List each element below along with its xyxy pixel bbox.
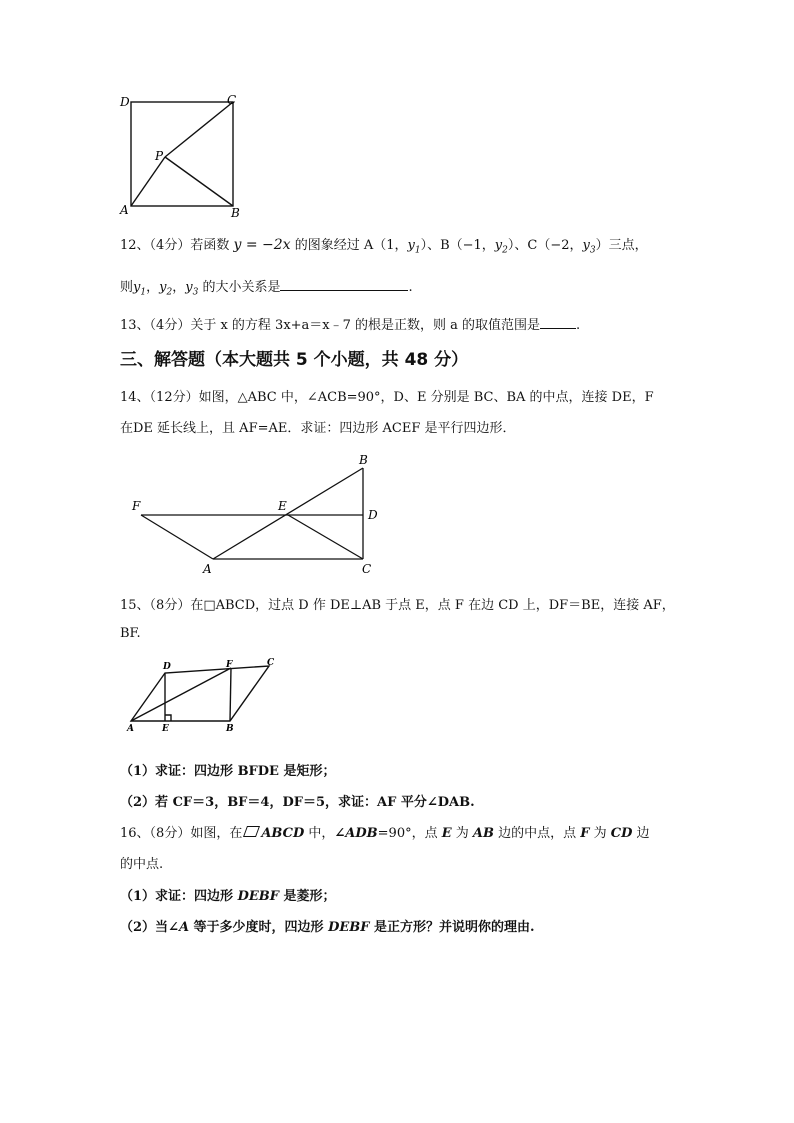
q12-sep2: ）、C（−2， — [507, 238, 583, 253]
q16-l: CD — [610, 826, 633, 841]
q16-s2d: DEBF — [328, 920, 370, 935]
q12-end: . — [408, 280, 413, 295]
question-14-line2: 在DE 延长线上，且 AF=AE．求证：四边形 ACEF 是平行四边形． — [120, 421, 516, 436]
label-e3: E — [162, 724, 169, 734]
q16-s2b: ∠A — [168, 920, 190, 935]
q13-end: . — [576, 318, 581, 333]
q12-prefix: 12、（4分）若函数 — [120, 238, 230, 253]
question-12-line2 — [120, 276, 413, 298]
q16-s1b: DEBF — [237, 889, 279, 904]
q13-text: 13、（4分）关于 x 的方程 3x+a＝x﹣7 的根是正数，则 a 的取值范围是 — [120, 318, 541, 333]
q16-f: E — [441, 826, 452, 841]
q12-y1: $y_1$ — [407, 238, 421, 256]
q16-s2a: （2）当 — [120, 920, 169, 935]
q12-comma1: ， — [146, 280, 160, 295]
q12-suffix: ）三点， — [595, 238, 648, 253]
q12-line2-suffix: 的大小关系是 — [202, 280, 281, 295]
label-c: C — [227, 93, 237, 107]
q16-s1a: （1）求证：四边形 — [120, 889, 238, 904]
q12-mid: 的图象经过 A（1， — [294, 238, 408, 253]
q12-answer-blank[interactable] — [280, 278, 408, 291]
q16-s2c: 等于多少度时，四边形 — [189, 920, 329, 935]
label-f3: F — [226, 660, 233, 670]
q12-comma2: ， — [172, 280, 186, 295]
figure-square-abcd — [115, 90, 255, 225]
label-p: P — [155, 149, 164, 163]
parallelogram-symbol — [243, 826, 260, 837]
q12-y2b: $y_2$ — [159, 280, 173, 298]
label-d3: D — [163, 662, 171, 672]
label-f2: F — [132, 499, 141, 513]
q12-y1b: $y_1$ — [133, 280, 147, 298]
label-d: D — [120, 95, 130, 109]
section-3-title: 三、解答题（本大题共 5 个小题，共 48 分） — [120, 350, 469, 370]
label-d2: D — [368, 508, 378, 522]
q13-answer-blank[interactable] — [540, 316, 576, 329]
question-16-line2: 的中点. — [120, 857, 164, 872]
question-16-line1 — [120, 822, 650, 841]
q16-g: 为 — [451, 826, 473, 841]
label-b2: B — [359, 453, 368, 467]
q12-sep1: ）、B（−1， — [420, 238, 495, 253]
q12-y3: $y_3$ — [582, 238, 596, 256]
q12-y2: $y_2$ — [494, 238, 508, 256]
label-c2: C — [362, 562, 372, 576]
q16-s2e: 是正方形？并说明你的理由. — [369, 920, 535, 935]
label-a: A — [120, 203, 129, 217]
question-15-line1: 15、（8分）在□ABCD，过点 D 作 DE⊥AB 于点 E，点 F 在边 CD 上，DF＝BE，连接 AF， — [120, 598, 675, 613]
q12-y3b: $y_3$ — [185, 280, 199, 298]
figure-parallelogram-abcd — [125, 655, 285, 735]
label-a3: A — [127, 724, 134, 734]
q16-i: 边的中点，点 — [494, 826, 581, 841]
question-14-line1: 14、（12分）如图，△ABC 中，∠ACB=90°，D、E 分别是 BC、BA 的中点，连接 DE，F — [120, 390, 654, 405]
question-15-part1: （1）求证：四边形 BFDE 是矩形； — [120, 764, 336, 779]
q16-c: 中， — [304, 826, 335, 841]
question-16-part1 — [120, 885, 336, 904]
question-12-line1 — [120, 234, 648, 256]
q16-a: 16、（8分）如图，在 — [120, 826, 243, 841]
q16-h: AB — [472, 826, 494, 841]
q16-b: ABCD — [261, 826, 305, 841]
question-16-part2 — [120, 916, 535, 935]
question-15-line2: BF. — [120, 626, 141, 641]
q16-j: F — [580, 826, 590, 841]
q16-d: ∠ADB — [334, 826, 378, 841]
question-15-part2: （2）若 CF＝3，BF＝4，DF＝5，求证：AF 平分∠DAB. — [120, 795, 475, 810]
q16-e: =90°，点 — [377, 826, 442, 841]
label-b3: B — [226, 724, 234, 734]
question-13 — [120, 314, 580, 333]
q16-m: 边 — [632, 826, 650, 841]
q12-function: y = −2x — [233, 237, 291, 253]
label-c3: C — [267, 658, 275, 668]
figure-triangle-abc — [125, 448, 395, 578]
q16-s1c: 是菱形； — [278, 889, 336, 904]
label-a2: A — [203, 562, 212, 576]
q12-line2-prefix: 则 — [120, 280, 134, 295]
label-e2: E — [278, 499, 287, 513]
q16-k: 为 — [589, 826, 611, 841]
label-b: B — [231, 206, 240, 220]
